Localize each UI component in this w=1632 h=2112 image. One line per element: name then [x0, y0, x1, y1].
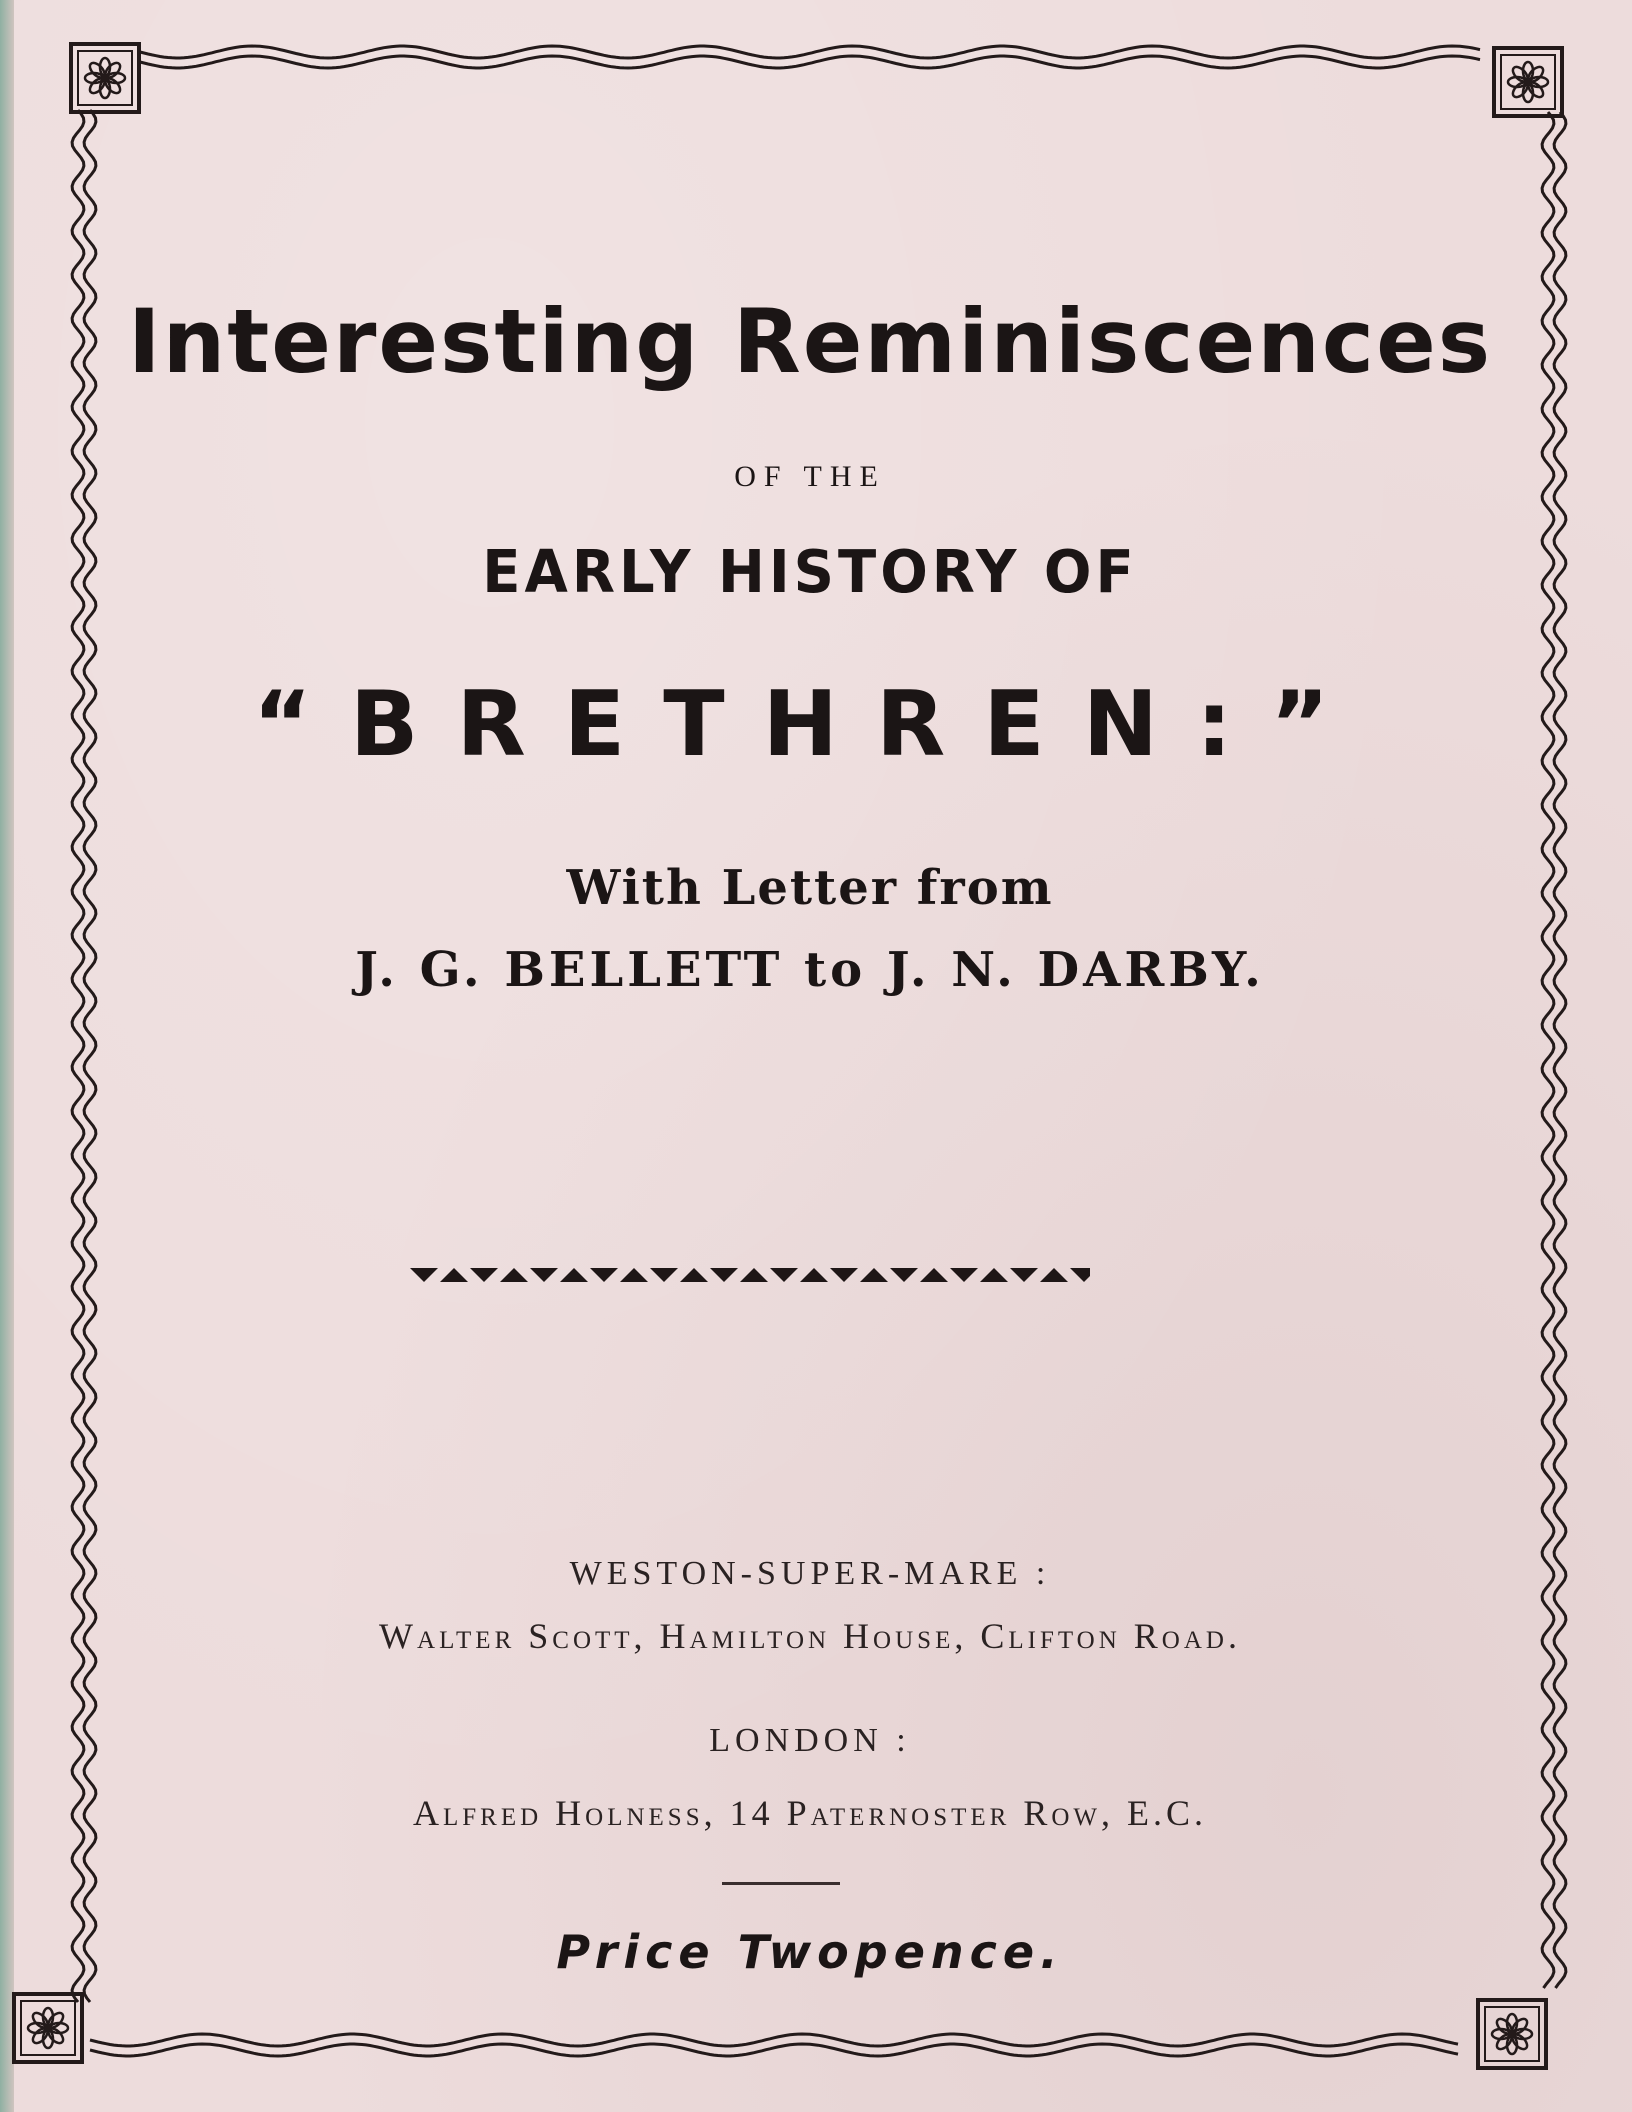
corner-rosette-bottom-right	[1478, 2000, 1546, 2068]
corner-rosette-top-left	[71, 44, 139, 112]
divider-triangle	[590, 1268, 618, 1282]
ornamental-divider	[400, 1262, 1090, 1286]
divider-triangle	[710, 1268, 738, 1282]
divider-triangle	[620, 1268, 648, 1282]
corner-rosette-top-right	[1494, 48, 1562, 116]
imprint-place-2: LONDON :	[709, 1722, 911, 1759]
divider-triangle	[1070, 1268, 1090, 1282]
divider-triangle	[680, 1268, 708, 1282]
divider-triangle	[800, 1268, 828, 1282]
imprint-publisher-2: Alfred Holness, 14 Paternoster Row, E.C.	[412, 1793, 1208, 1833]
imprint-publisher-1: Walter Scott, Hamilton House, Clifton Road.	[379, 1616, 1241, 1656]
divider-triangle	[1010, 1268, 1038, 1282]
divider-triangle	[830, 1268, 858, 1282]
divider-triangle	[410, 1268, 438, 1282]
divider-triangle	[440, 1268, 468, 1282]
divider-triangle	[950, 1268, 978, 1282]
border-top-wave-1	[140, 46, 1480, 58]
divider-triangle	[920, 1268, 948, 1282]
divider-triangle	[890, 1268, 918, 1282]
divider-triangle	[560, 1268, 588, 1282]
letter-line-1: With Letter from	[566, 860, 1054, 916]
of-the-text: OF THE	[734, 460, 886, 493]
price-rule	[722, 1882, 840, 1885]
border-right-wave-2	[1554, 112, 1566, 1988]
divider-triangle	[770, 1268, 798, 1282]
divider-triangle	[740, 1268, 768, 1282]
divider-triangle	[1040, 1268, 1068, 1282]
title: Interesting Reminiscences	[127, 290, 1493, 393]
divider-triangle	[530, 1268, 558, 1282]
imprint-place-1: WESTON-SUPER-MARE :	[569, 1555, 1051, 1592]
divider-triangle	[470, 1268, 498, 1282]
subtitle: EARLY HISTORY OF	[482, 538, 1138, 607]
letter-line-2: J. G. BELLETT to J. N. DARBY.	[355, 942, 1265, 998]
divider-triangle	[500, 1268, 528, 1282]
border-left-wave-1	[72, 110, 84, 2002]
border-left-wave-2	[84, 110, 96, 2002]
divider-triangle	[860, 1268, 888, 1282]
price-text: Price Twopence.	[556, 1925, 1064, 1979]
main-word: “BRETHREN:”	[252, 672, 1368, 777]
corner-rosette-bottom-left	[14, 1994, 82, 2062]
divider-triangle	[650, 1268, 678, 1282]
border-right-wave-1	[1542, 112, 1554, 1988]
divider-triangle	[980, 1268, 1008, 1282]
